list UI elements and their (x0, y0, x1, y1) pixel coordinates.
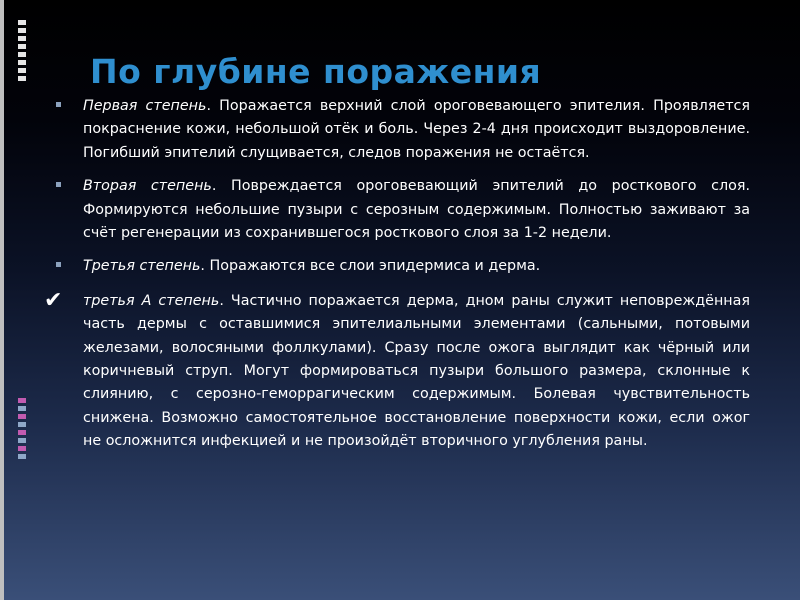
item-lead: третья А степень (83, 292, 220, 309)
list-item-first-degree (83, 95, 750, 165)
slide-title: По глубине поражения (90, 52, 542, 91)
slide-content (44, 95, 751, 454)
list-item-second-degree (83, 175, 750, 245)
list-item-third-a-degree (44, 287, 751, 454)
square-bullet-icon (56, 182, 61, 187)
item-lead: Вторая степень (83, 178, 212, 195)
left-edge-stripe (0, 0, 4, 600)
square-bullet-icon (56, 102, 61, 107)
decorative-bars-top (18, 20, 26, 84)
item-text: . Повреждается ороговевающий эпителий до росткового слоя. Формируются небольшие пузыри с серозным содержимым. Полностью заживают за счёт регенерации из сохранившегося росткового слоя за 1-2 недели. (83, 178, 750, 242)
item-text: . Частично поражается дерма, дном раны служит неповреждённая часть дермы с оставшимися эпителиальными элементами (сальными, потовыми железами, волосяными фоллкулами). Сразу после ожога выглядит как чёрный или коричневый струп. Могут формироваться пузыри большого размера, склонные к слиянию, с серозно-геморрагическим содержимым. Болевая чувствительность снижена. Возможно самостоятельное восстановление поверхности кожи, если ожог не осложнится инфекцией и не произойдёт вторичного углубления раны. (83, 292, 751, 450)
item-lead: Третья степень (83, 258, 201, 275)
item-lead: Первая степень (83, 98, 207, 114)
item-text: . Поражаются все слои эпидермиса и дерма. (200, 258, 541, 275)
checkmark-icon: ✔ (44, 287, 63, 313)
decorative-bars-bottom (18, 398, 26, 462)
item-text: . Поражается верхний слой ороговевающего эпителия. Проявляется покраснение кожи, небольшой отёк и боль. Через 2-4 дня происходит выздоровление. Погибший эпителий слущивается, следов поражения не остаётся. (83, 98, 750, 161)
list-item-third-degree (83, 255, 750, 278)
square-bullet-icon (56, 262, 61, 267)
